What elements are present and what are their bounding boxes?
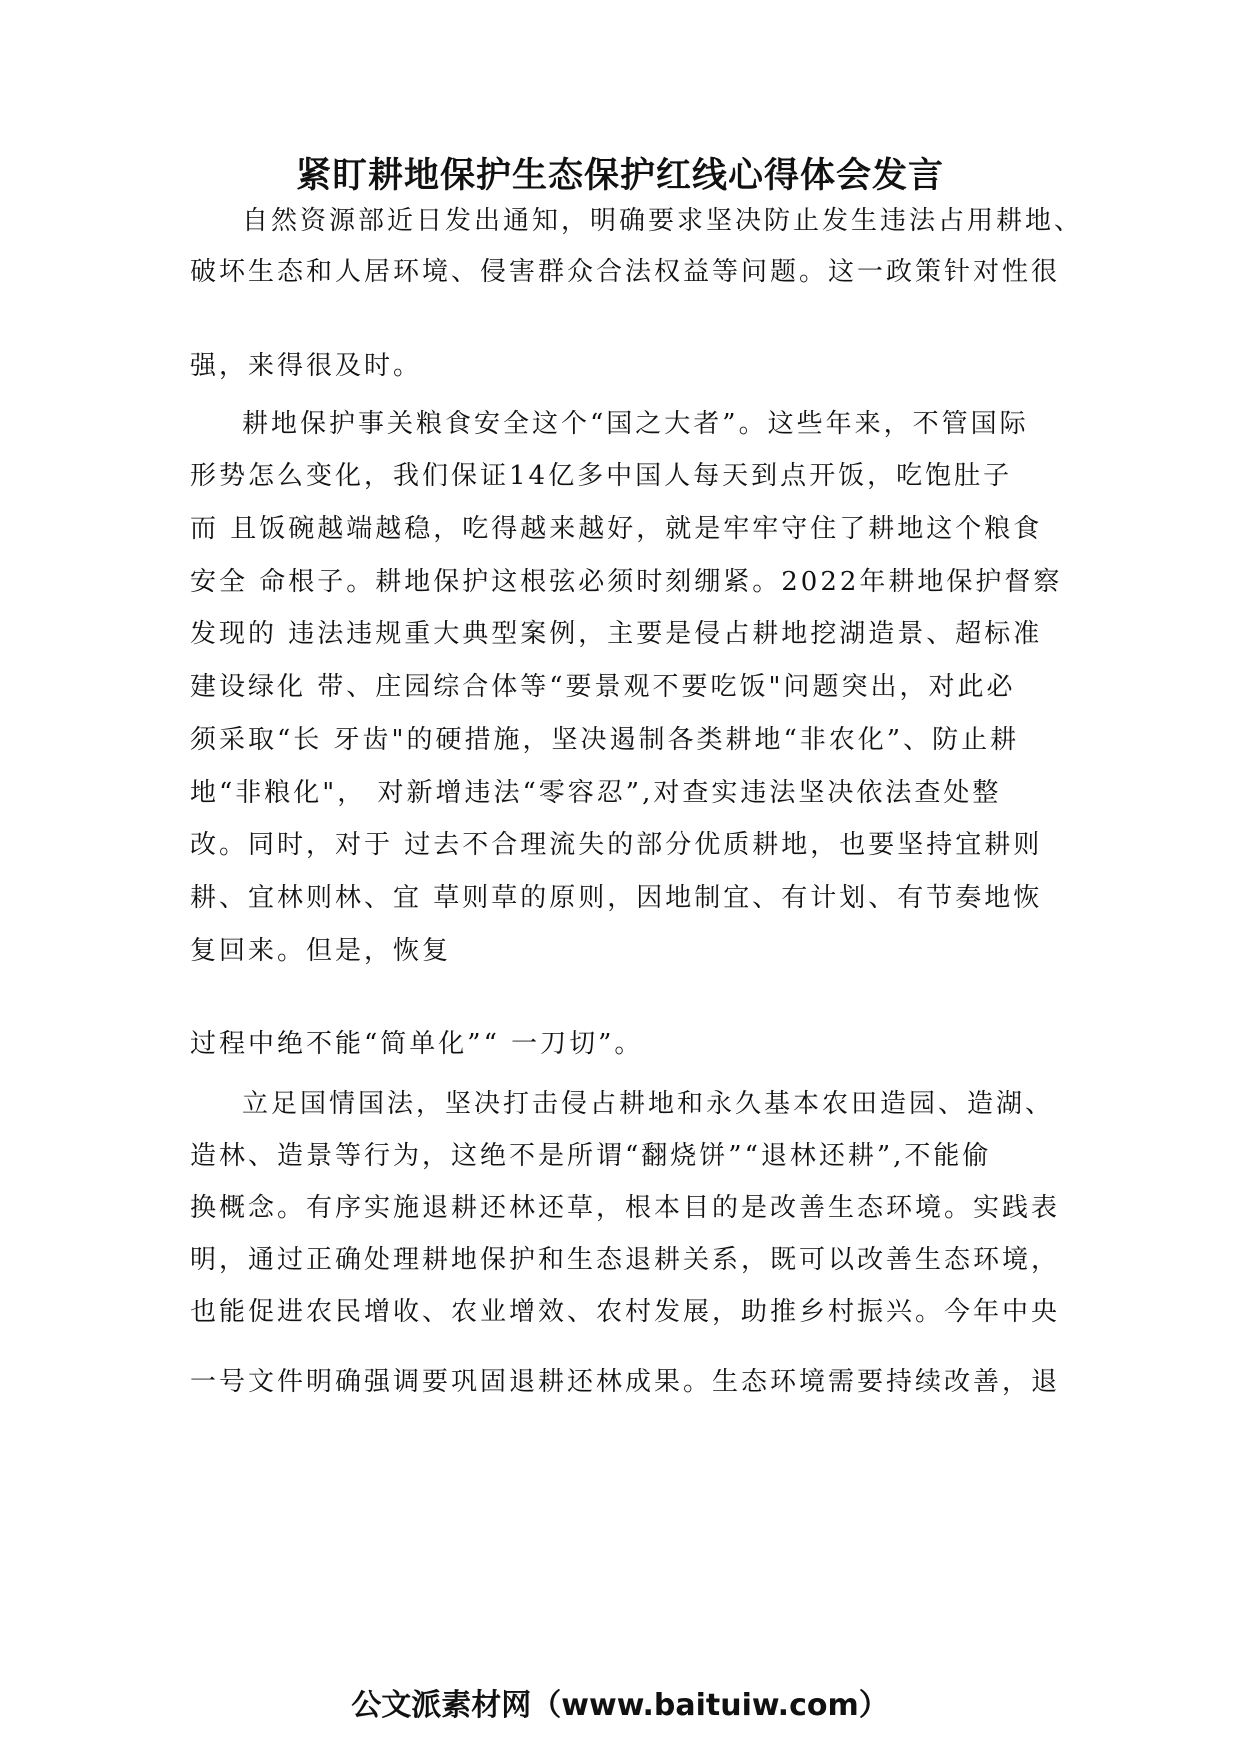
paragraph-line: 造林、造景等行为，这绝不是所谓“翻烧饼”“退林还耕”,不能偷	[190, 1141, 992, 1171]
paragraph-line: 破坏生态和人居环境、侵害群众合法权益等问题。这一政策针对性很	[190, 257, 1061, 287]
paragraph-line: 复回来。但是，恢复	[190, 936, 452, 966]
paragraph-line: 建设绿化 带、庄园综合体等“要景观不要吃饭"问题突出，对此必	[190, 672, 1016, 702]
paragraph-line: 明，通过正确处理耕地保护和生态退耕关系，既可以改善生态环境，	[190, 1245, 1061, 1275]
footer-source: 公文派素材网（www.baituiw.com）	[351, 1688, 889, 1723]
paragraph-line: 耕地保护事关粮食安全这个“国之大者”。这些年来，不管国际	[242, 409, 1029, 439]
document-title: 紧盯耕地保护生态保护红线心得体会发言	[295, 155, 944, 196]
paragraph-line: 安全 命根子。耕地保护这根弦必须时刻绷紧。2022年耕地保护督察	[190, 567, 1063, 597]
paragraph-line: 换概念。有序实施退耕还林还草，根本目的是改善生态环境。实践表	[190, 1193, 1061, 1223]
paragraph-line: 自然资源部近日发出通知，明确要求坚决防止发生违法占用耕地、	[242, 206, 1084, 236]
paragraph-line: 须采取“长 牙齿"的硬措施，坚决遏制各类耕地“非农化”、防止耕	[190, 725, 1020, 755]
paragraph-line: 耕、宜林则林、宜 草则草的原则，因地制宜、有计划、有节奏地恢	[190, 883, 1043, 913]
paragraph-line: 而 且饭碗越端越稳，吃得越来越好，就是牢牢守住了耕地这个粮食	[190, 514, 1043, 544]
paragraph-line: 过程中绝不能“简单化”“ 一刀切”。	[190, 1029, 644, 1059]
paragraph-line: 一号文件明确强调要巩固退耕还林成果。生态环境需要持续改善，退	[190, 1367, 1061, 1397]
paragraph-line: 强，来得很及时。	[190, 351, 423, 381]
paragraph-line: 改。同时，对于 过去不合理流失的部分优质耕地，也要坚持宜耕则	[190, 830, 1043, 860]
paragraph-line: 发现的 违法违规重大典型案例，主要是侵占耕地挖湖造景、超标准	[190, 619, 1043, 649]
paragraph-line: 也能促进农民增收、农业增效、农村发展，助推乡村振兴。今年中央	[190, 1297, 1061, 1327]
paragraph-line: 形势怎么变化，我们保证14亿多中国人每天到点开饭，吃饱肚子	[190, 461, 1013, 491]
paragraph-line: 立足国情国法，坚决打击侵占耕地和永久基本农田造园、造湖、	[242, 1089, 1055, 1119]
paragraph-line: 地“非粮化"， 对新增违法“零容忍”,对查实违法坚决依法查处整	[190, 778, 1002, 808]
